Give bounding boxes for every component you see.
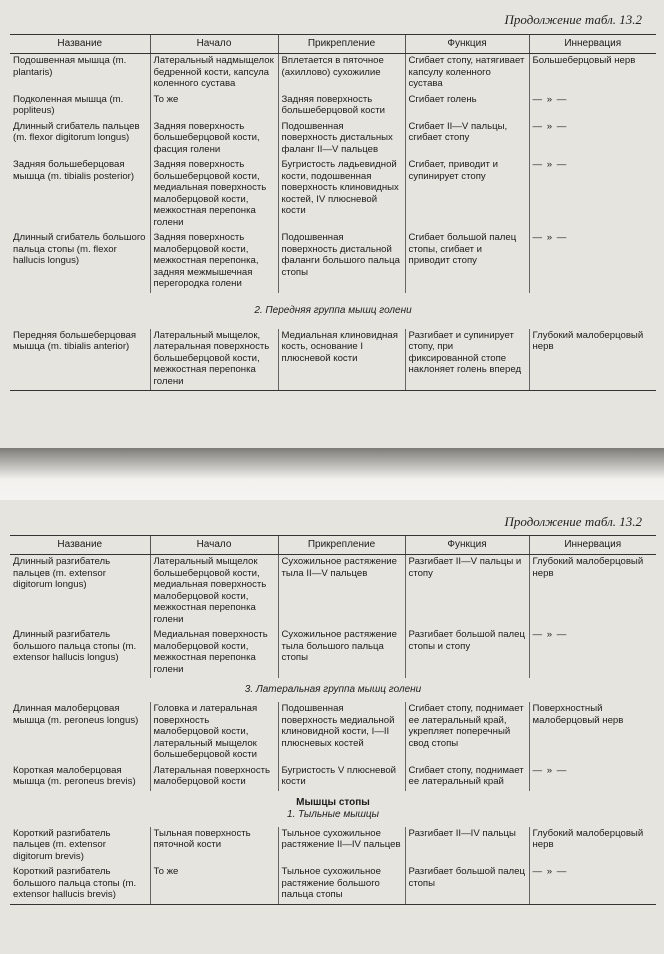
section-row [10, 678, 656, 702]
cell-insertion: Тыльное сухожильное растяжение большого пальца стопы [278, 865, 405, 904]
cell-innervation: — » — [529, 865, 656, 904]
cell-name: Длинный сгибатель пальцев (m. flexor digitorum longus) [13, 120, 140, 143]
section-heading-anterior: 2. Передняя группа мышц голени [254, 304, 412, 316]
cell-insertion: Тыльное сухожильное растяжение II—IV пальцев [278, 827, 405, 866]
header-name: Название [10, 35, 150, 54]
cell-name: Длинный разгибатель пальцев (m. extensor digitorum longus) [13, 556, 111, 590]
cell-insertion: Бугристость ладьевидной кости, подошвенная поверхность клиновидных костей, IV плюсневой кости [278, 158, 405, 231]
cell-origin: То же [150, 93, 278, 120]
cell-innervation: Глубокий малоберцовый нерв [529, 827, 656, 866]
table-row [10, 231, 656, 293]
top-page [0, 0, 664, 448]
cell-name: Короткий разгибатель пальцев (m. extensor digitorum brevis) [13, 827, 111, 862]
cell-name: Длинный разгибатель большого пальца стопы (m. extensor hallucis longus) [13, 629, 137, 663]
cell-name: Подошвенная мышца (m. plantaris) [13, 55, 127, 78]
page-separator-shadow [0, 448, 664, 500]
header-innervation: Иннервация [529, 35, 656, 54]
cell-function: Сгибает стопу, натягивает капсулу коленного сустава [405, 54, 529, 93]
cell-function: Разгибает большой палец стопы [405, 865, 529, 904]
table-row [10, 158, 656, 231]
cell-insertion: Подошвенная поверхность медиальной клиновидной кости, I—II плюсневых костей [278, 702, 405, 764]
header-origin: Начало [150, 35, 278, 54]
header-insertion: Прикрепление [278, 536, 405, 555]
cell-function: Разгибает большой палец стопы и стопу [405, 628, 529, 678]
section-subheading-dorsal: 1. Тыльные мышцы [287, 808, 379, 820]
cell-function: Сгибает большой палец стопы, сгибает и приводит стопу [405, 231, 529, 293]
table-row [10, 827, 656, 866]
cell-function: Сгибает стопу, поднимает ее латеральный край, укрепляет поперечный свод стопы [405, 702, 529, 764]
cell-name: Подколенная мышца (m. popliteus) [13, 93, 124, 116]
section-heading-lateral: 3. Латеральная группа мышц голени [244, 684, 422, 695]
header-name: Название [10, 536, 150, 555]
section-heading-foot: Мышцы стопы [296, 796, 370, 808]
cell-innervation: — » — [529, 231, 656, 293]
cell-innervation: Большеберцовый нерв [529, 54, 656, 93]
cell-name: Передняя большеберцовая мышца (m. tibialis anterior) [10, 329, 150, 391]
table-row [10, 628, 656, 678]
header-insertion: Прикрепление [278, 35, 405, 54]
cell-name: Короткий разгибатель большого пальца стопы (m. extensor hallucis brevis) [10, 865, 150, 904]
cell-innervation: — » — [529, 93, 656, 120]
cell-function: Сгибает II—V пальцы, сгибает стопу [405, 120, 529, 159]
cell-origin: Латеральный мыщелок большеберцовой кости, медиальная поверхность малоберцовой кости, межкостная перепонка голени [150, 555, 278, 629]
cell-origin: Задняя поверхность малоберцовой кости, межкостная перепонка, задняя межмышечная перегородка голени [150, 231, 278, 293]
cell-insertion: Подошвенная поверхность дистальных фаланг II—V пальцев [278, 120, 405, 159]
cell-insertion: Сухожильное растяжение тыла большого пальца стопы [278, 628, 405, 678]
cell-insertion: Задняя поверхность большеберцовой кости [278, 93, 405, 120]
cell-origin: Тыльная поверхность пяточной кости [150, 827, 278, 866]
cell-origin: Латеральная поверхность малоберцовой кости [150, 764, 278, 791]
table-continuation-caption: Продолжение табл. 13.2 [504, 12, 642, 27]
table-row [10, 555, 656, 629]
cell-name: Короткая малоберцовая мышца (m. peroneus brevis) [13, 764, 136, 787]
cell-innervation: — » — [529, 764, 656, 791]
cell-function: Сгибает стопу, поднимает ее латеральный край [405, 764, 529, 791]
cell-insertion: Подошвенная поверхность дистальной фаланги большого пальца стопы [278, 231, 405, 293]
table-continuation-caption: Продолжение табл. 13.2 [504, 514, 642, 529]
cell-function: Разгибает II—V пальцы и стопу [405, 555, 529, 629]
bottom-page [0, 500, 664, 954]
cell-origin: То же [150, 865, 278, 904]
header-origin: Начало [150, 536, 278, 555]
header-function: Функция [405, 35, 529, 54]
cell-innervation: — » — [529, 120, 656, 159]
cell-origin: Головка и латеральная поверхность малоберцовой кости, латеральный мыщелок большеберцовой кости [150, 702, 278, 764]
cell-name: Длинный сгибатель большого пальца стопы (m. flexor hallucis longus) [13, 232, 146, 266]
header-innervation: Иннервация [529, 536, 656, 555]
table-header-row [10, 536, 656, 555]
muscle-table-top [10, 34, 656, 391]
cell-insertion: Бугристость V плюсневой кости [278, 764, 405, 791]
section-row [10, 293, 656, 329]
cell-origin: Задняя поверхность большеберцовой кости, фасция голени [150, 120, 278, 159]
cell-function: Сгибает, приводит и супинирует стопу [405, 158, 529, 231]
header-function: Функция [405, 536, 529, 555]
cell-origin: Задняя поверхность большеберцовой кости, медиальная поверхность малоберцовой кости, межкостная перепонка голени [150, 158, 278, 231]
cell-innervation: Глубокий малоберцовый нерв [529, 555, 656, 629]
table-row [10, 865, 656, 904]
cell-origin: Латеральный надмыщелок бедренной кости, капсула коленного сустава [150, 54, 278, 93]
cell-insertion: Сухожильное растяжение тыла II—V пальцев [278, 555, 405, 629]
cell-function: Сгибает голень [405, 93, 529, 120]
cell-innervation: Поверхностный малоберцовый нерв [529, 702, 656, 764]
table-row [10, 329, 656, 391]
cell-insertion: Вплетается в пяточное (ахиллово) сухожилие [278, 54, 405, 93]
cell-origin: Медиальная поверхность малоберцовой кости, межкостная перепонка голени [150, 628, 278, 678]
cell-name: Задняя большеберцовая мышца (m. tibialis posterior) [13, 159, 135, 182]
cell-innervation: — » — [529, 158, 656, 231]
muscle-table-bottom [10, 535, 656, 905]
table-row [10, 120, 656, 159]
table-row [10, 702, 656, 764]
cell-insertion: Медиальная клиновидная кость, основание I плюсневой кости [278, 329, 405, 391]
cell-function: Разгибает и супинирует стопу, при фиксированной стопе наклоняет голень вперед [405, 329, 529, 391]
cell-innervation: Глубокий малоберцовый нерв [529, 329, 656, 391]
table-row [10, 93, 656, 120]
cell-origin: Латеральный мыщелок, латеральная поверхность большеберцовой кости, межкостная перепонка голени [150, 329, 278, 391]
table-row [10, 764, 656, 791]
section-row [10, 791, 656, 809]
table-header-row [10, 35, 656, 54]
cell-innervation: — » — [529, 628, 656, 678]
cell-name: Длинная малоберцовая мышца (m. peroneus longus) [13, 703, 139, 726]
table-row [10, 54, 656, 93]
cell-function: Разгибает II—IV пальцы [405, 827, 529, 866]
section-row [10, 809, 656, 827]
